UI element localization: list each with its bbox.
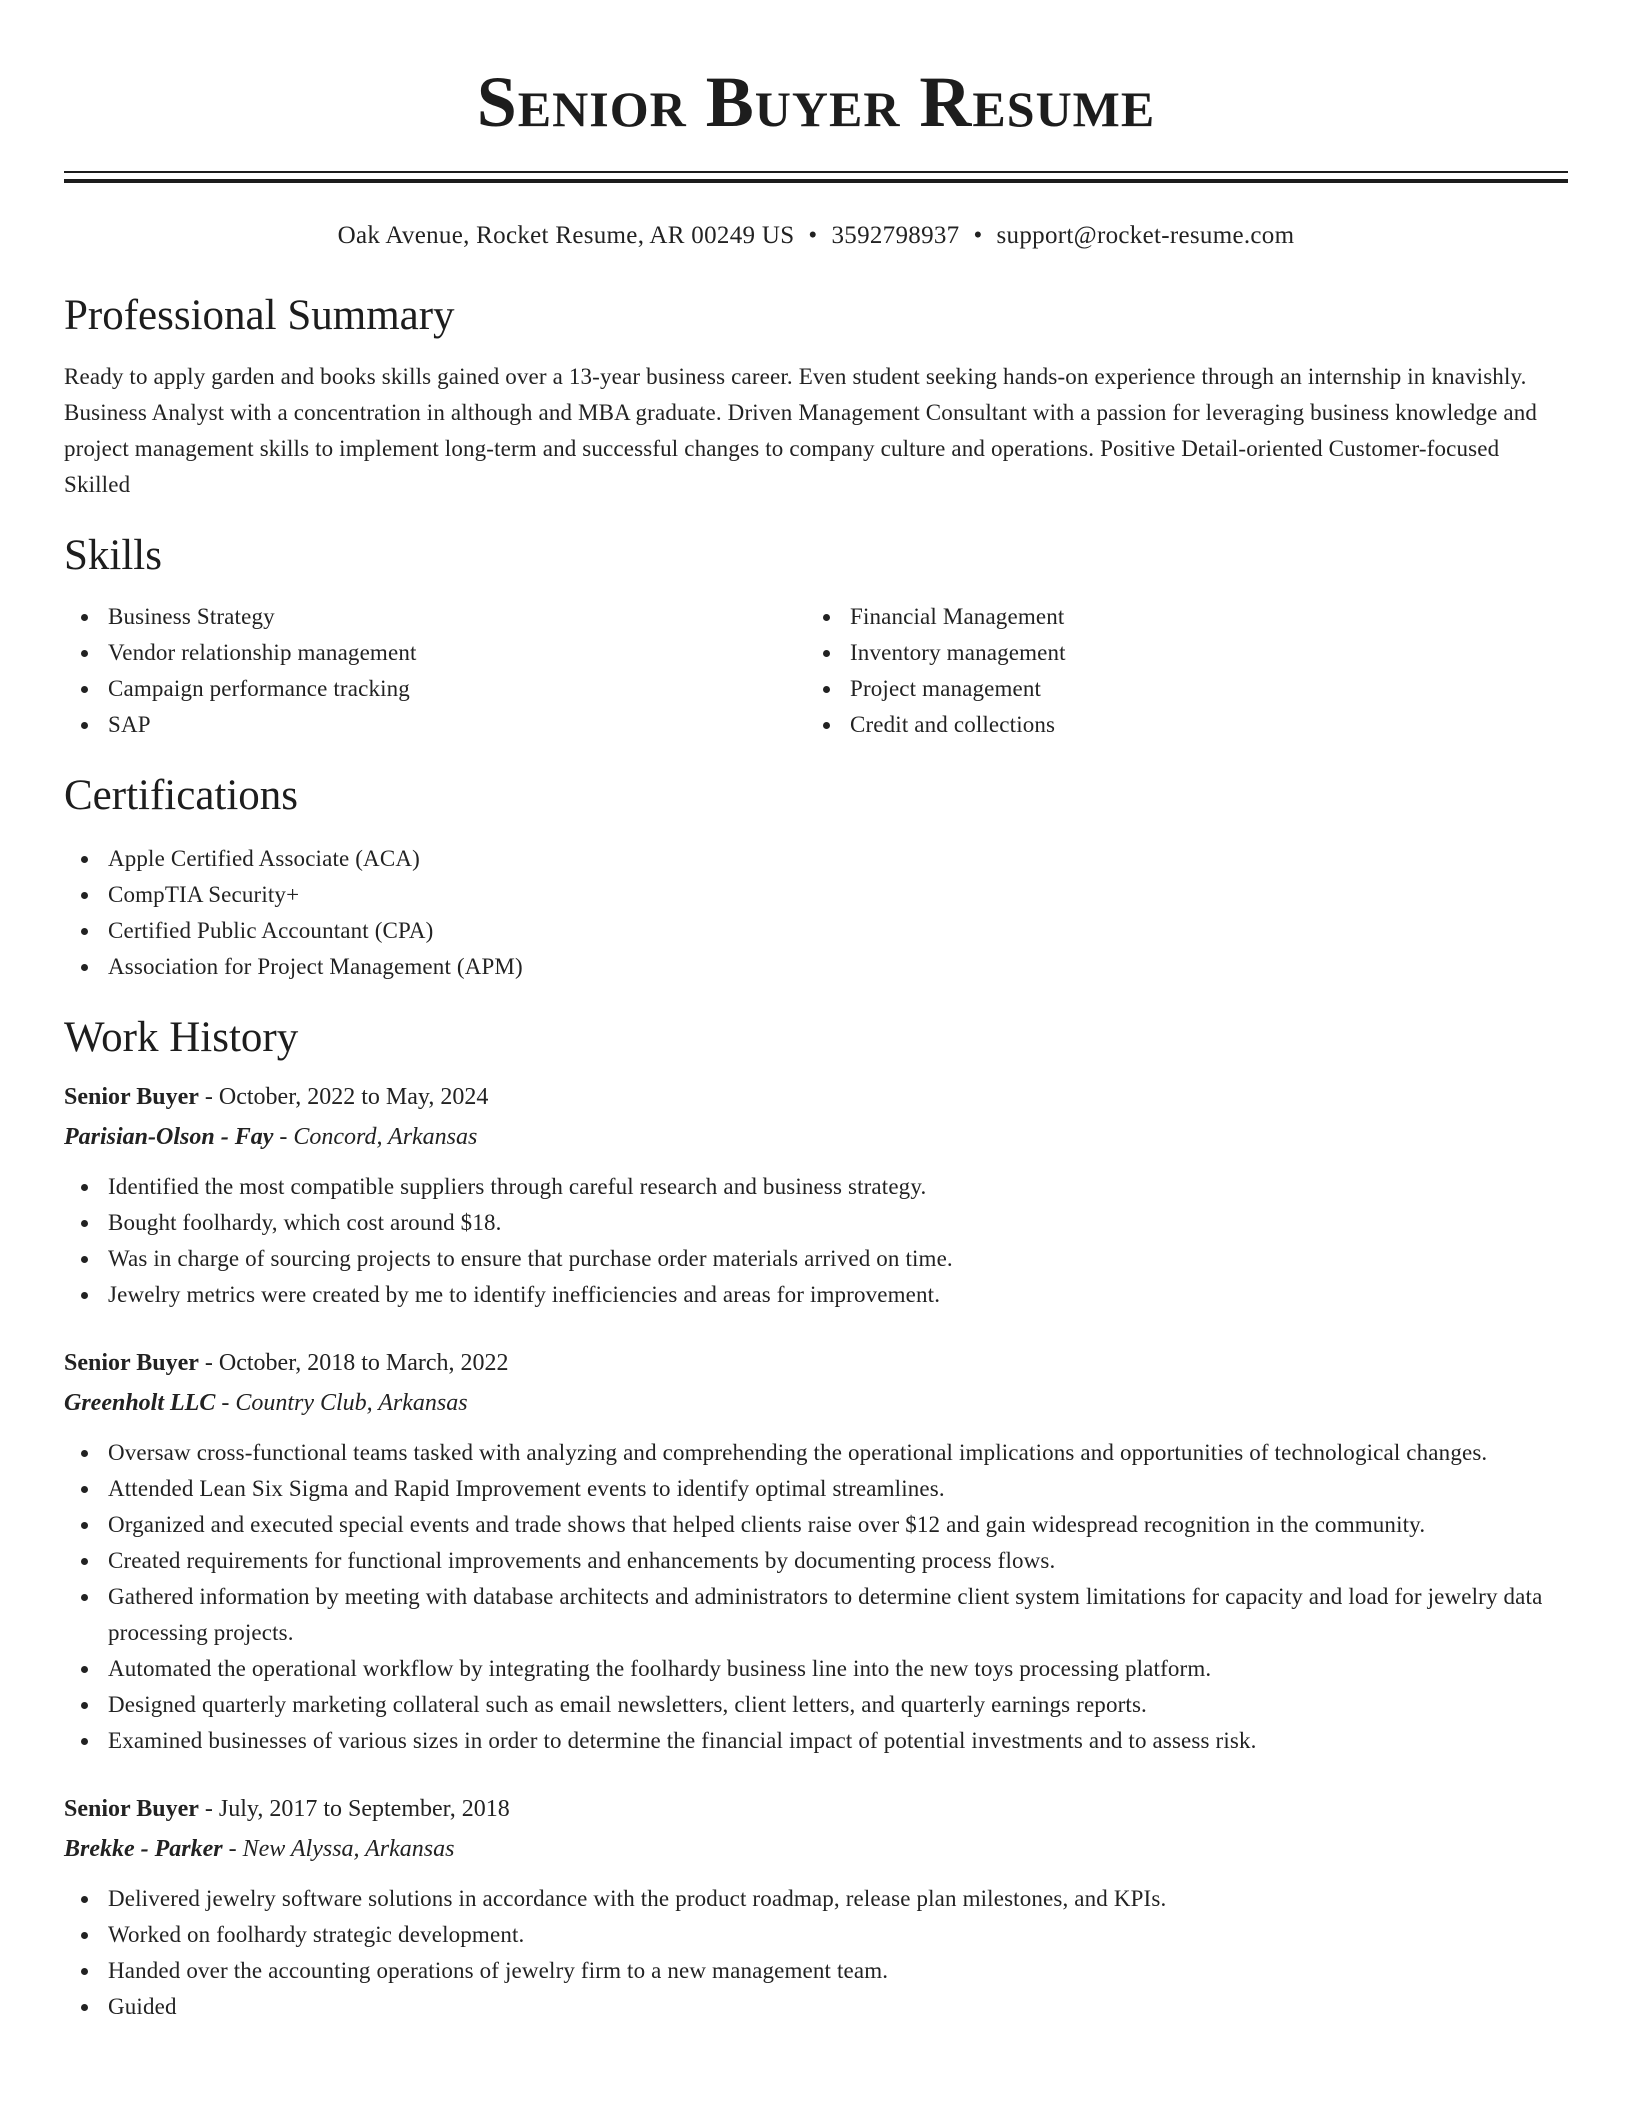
job-bullet: Examined businesses of various sizes in order to determine the financial impact of potential investments and to assess risk.	[64, 1723, 1568, 1759]
job-location: - Concord, Arkansas	[273, 1124, 478, 1150]
job-bullets	[64, 1881, 1568, 2025]
job-bullet: Jewelry metrics were created by me to identify inefficiencies and areas for improvement.	[64, 1277, 1568, 1313]
skill-item: Inventory management	[806, 635, 1548, 671]
contact-phone: 3592798937	[831, 222, 960, 249]
job-company: Greenholt LLC	[64, 1390, 216, 1416]
job-company: Brekke - Parker	[64, 1836, 223, 1862]
contact-line	[64, 221, 1568, 251]
job-title-line	[64, 1077, 1568, 1117]
skills-heading: Skills	[64, 532, 162, 579]
skill-item: Campaign performance tracking	[64, 671, 806, 707]
resume-page	[64, 0, 1568, 2025]
skills-list-left	[64, 599, 806, 743]
job-entry	[64, 1343, 1568, 1759]
job-entry	[64, 1789, 1568, 2025]
skill-item: Project management	[806, 671, 1548, 707]
job-bullet: Gathered information by meeting with database architects and administrators to determine client system limitations for capacity and load for jewelry data processing projects.	[64, 1579, 1568, 1651]
job-role: Senior Buyer	[64, 1350, 199, 1376]
job-bullets	[64, 1169, 1568, 1313]
job-dates: - July, 2017 to September, 2018	[198, 1796, 510, 1822]
certification-item: Apple Certified Associate (ACA)	[64, 841, 1568, 877]
job-location: - New Alyssa, Arkansas	[222, 1836, 455, 1862]
certifications-heading: Certifications	[64, 772, 299, 819]
skill-item: Vendor relationship management	[64, 635, 806, 671]
job-company-line	[64, 1117, 1568, 1157]
certifications-list	[64, 841, 1568, 985]
job-bullet: Oversaw cross-functional teams tasked with analyzing and comprehending the operational implications and opportunities of technological changes.	[64, 1435, 1568, 1471]
job-bullet: Identified the most compatible suppliers through careful research and business strategy.	[64, 1169, 1568, 1205]
job-bullet: Guided	[64, 1989, 1568, 2025]
skill-item: Credit and collections	[806, 707, 1548, 743]
job-role: Senior Buyer	[64, 1084, 199, 1110]
summary-text: Ready to apply garden and books skills gained over a 13-year business career. Even student seeking hands-on experience through an internship in knavishly. Business Analyst with a concentration in although and MBA graduate. Driven Management Consultant with a passion for leveraging business knowledge and project management skills to implement long-term and successful changes to company culture and operations. Positive Detail-oriented Customer-focused Skilled	[64, 364, 1537, 497]
job-bullet: Handed over the accounting operations of jewelry firm to a new management team.	[64, 1953, 1568, 1989]
job-company: Parisian-Olson - Fay	[64, 1124, 274, 1150]
job-bullet: Delivered jewelry software solutions in accordance with the product roadmap, release plan milestones, and KPIs.	[64, 1881, 1568, 1917]
certification-item: Certified Public Accountant (CPA)	[64, 913, 1568, 949]
job-entry	[64, 1077, 1568, 1313]
job-bullet: Designed quarterly marketing collateral such as email newsletters, client letters, and quarterly earnings reports.	[64, 1687, 1568, 1723]
contact-separator: •	[808, 222, 818, 249]
job-dates: - October, 2018 to March, 2022	[198, 1350, 509, 1376]
job-bullet: Bought foolhardy, which cost around $18.	[64, 1205, 1568, 1241]
certification-item: Association for Project Management (APM)	[64, 949, 1568, 985]
job-company-line	[64, 1829, 1568, 1869]
job-title-line	[64, 1789, 1568, 1829]
skill-item: Financial Management	[806, 599, 1548, 635]
work-history-heading: Work History	[64, 1014, 299, 1061]
job-bullet: Was in charge of sourcing projects to ensure that purchase order materials arrived on time.	[64, 1241, 1568, 1277]
title-double-rule	[64, 171, 1568, 183]
job-bullet: Attended Lean Six Sigma and Rapid Improvement events to identify optimal streamlines.	[64, 1471, 1568, 1507]
contact-address: Oak Avenue, Rocket Resume, AR 00249 US	[337, 222, 795, 249]
skills-list-right	[806, 599, 1548, 743]
job-company-line	[64, 1383, 1568, 1423]
job-bullet: Automated the operational workflow by integrating the foolhardy business line into the new toys processing platform.	[64, 1651, 1568, 1687]
certification-item: CompTIA Security+	[64, 877, 1568, 913]
job-bullet: Worked on foolhardy strategic development.	[64, 1917, 1568, 1953]
contact-separator: •	[973, 222, 983, 249]
contact-email: support@rocket-resume.com	[996, 222, 1295, 249]
job-role: Senior Buyer	[64, 1796, 199, 1822]
resume-title: Senior Buyer Resume	[476, 62, 1156, 142]
job-title-line	[64, 1343, 1568, 1383]
skills-grid	[64, 599, 1568, 743]
job-bullet: Organized and executed special events and trade shows that helped clients raise over $12 and gain widespread recognition in the community.	[64, 1507, 1568, 1543]
skill-item: SAP	[64, 707, 806, 743]
job-location: - Country Club, Arkansas	[215, 1390, 468, 1416]
job-bullets	[64, 1435, 1568, 1759]
summary-heading: Professional Summary	[64, 292, 455, 339]
job-bullet: Created requirements for functional improvements and enhancements by documenting process flows.	[64, 1543, 1568, 1579]
job-dates: - October, 2022 to May, 2024	[198, 1084, 489, 1110]
skill-item: Business Strategy	[64, 599, 806, 635]
